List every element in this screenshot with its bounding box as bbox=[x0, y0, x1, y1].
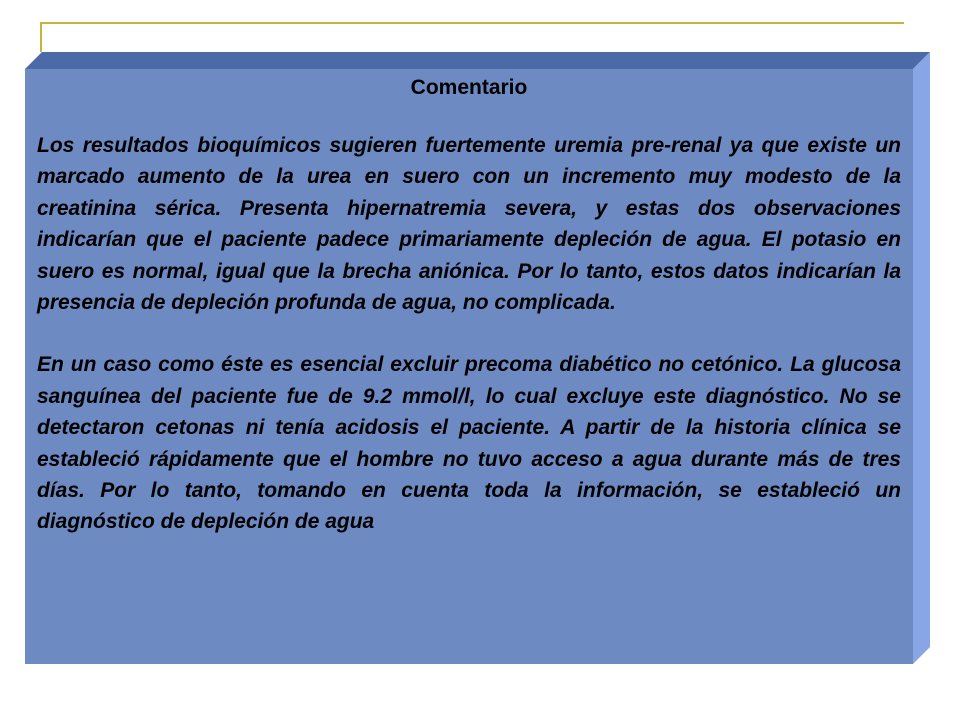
comment-title: Comentario bbox=[410, 76, 528, 99]
box-side-face bbox=[913, 52, 930, 664]
decorative-left-line bbox=[40, 22, 42, 52]
decorative-top-line bbox=[40, 22, 904, 24]
comment-box bbox=[25, 69, 913, 664]
box-top-face bbox=[25, 52, 930, 69]
comment-paragraph-1: Los resultados bioquímicos sugieren fuertemente uremia pre-renal ya que existe un marcado aumento de la urea en suero con un incremento muy modesto de la creatinina sérica. Presenta hipernatremia severa, y estas dos observaciones indicarían que el paciente padece primariamente depleción de agua. El potasio en suero es normal, igual que la brecha aniónica. Por lo tanto, estos datos indicarían la presencia de depleción profunda de agua, no complicada. bbox=[37, 134, 901, 315]
comment-paragraph-2: En un caso como éste es esencial excluir precoma diabético no cetónico. La glucosa sanguínea del paciente fue de 9.2 mmol/l, lo cual excluye este diagnóstico. No se detectaron cetonas ni tenía acidosis el paciente. A partir de la historia clínica se estableció rápidamente que el hombre no tuvo acceso a agua durante más de tres días. Por lo tanto, tomando en cuenta toda la información, se estableció un diagnóstico de depleción de agua bbox=[37, 353, 901, 534]
